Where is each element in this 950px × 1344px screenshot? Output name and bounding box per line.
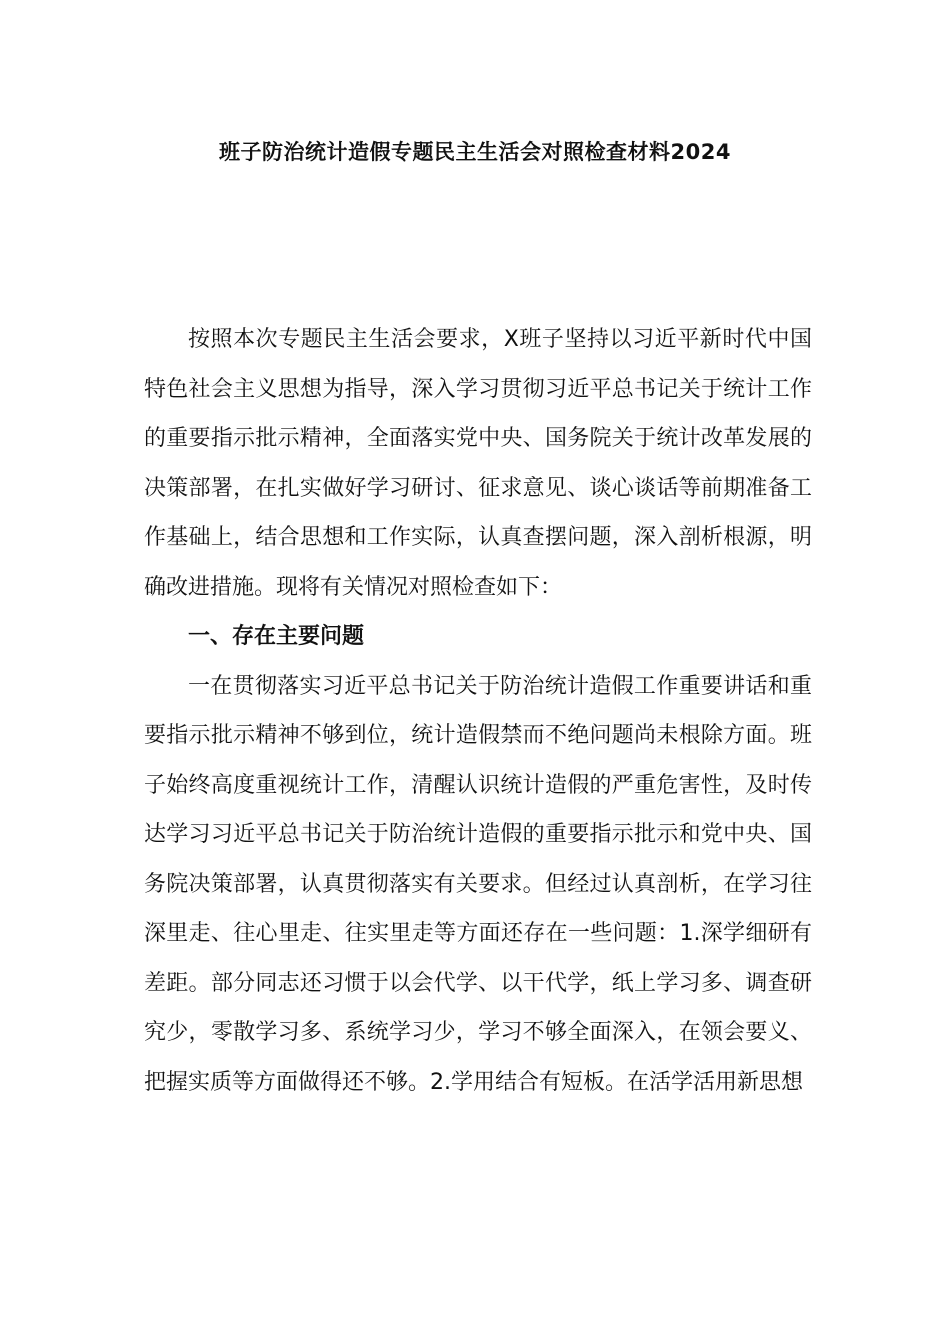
intro-paragraph: 按照本次专题民主生活会要求，X班子坚持以习近平新时代中国特色社会主义思想为指导，深入学习贯彻习近平总书记关于统计工作的重要指示批示精神，全面落实党中央、国务院关于统计改革发展的决策部署，在扎实做好学习研讨、征求意见、谈心谈话等前期准备工作基础上，结合思想和工作实际，认真查摆问题，深入剖析根源，明确改进措施。现将有关情况对照检查如下： [144, 327, 812, 600]
body-paragraph: 一在贯彻落实习近平总书记关于防治统计造假工作重要讲话和重要指示批示精神不够到位，统计造假禁而不绝问题尚未根除方面。班子始终高度重视统计工作，清醒认识统计造假的严重危害性，及时传达学习习近平总书记关于防治统计造假的重要指示批示和党中央、国务院决策部署，认真贯彻落实有关要求。但经过认真剖析，在学习往深里走、往心里走、往实里走等方面还存在一些问题：1.深学细研有差距。部分同志还习惯于以会代学、以干代学，纸上学习多、调查研究少，零散学习多、系统学习少，学习不够全面深入，在领会要义、把握实质等方面做得还不够。2.学用结合有短板。在活学活用新思想 [144, 673, 812, 1095]
document-body [144, 315, 812, 1107]
document-title: 班子防治统计造假专题民主生活会对照检查材料2024 [219, 140, 731, 164]
section-heading: 一、存在主要问题 [188, 624, 365, 649]
